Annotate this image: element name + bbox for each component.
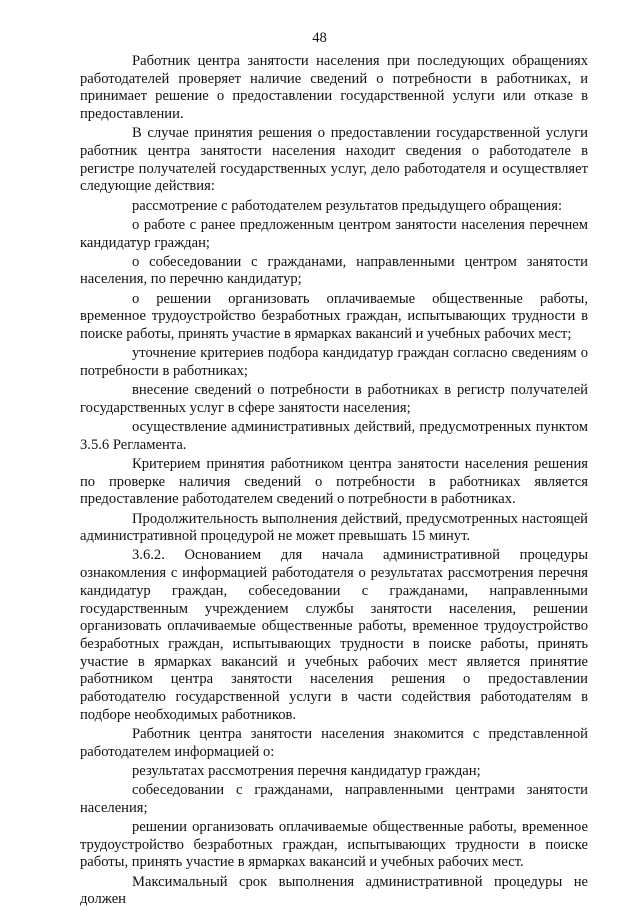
- list-item-register-entry: внесение сведений о потребности в работниках в регистр получателей государственных услуг в сфере занятости населения;: [80, 382, 588, 416]
- list-item-candidate-list: о работе с ранее предложенным центром занятости населения перечнем кандидатур граждан;: [80, 216, 588, 251]
- paragraph-decision-criterion: Критерием принятия работником центра занятости населения решения по проверке наличия сведений о потребности в работниках является предоставление работодателем сведений о потребности в работниках.: [80, 455, 588, 508]
- list-item-interviews: о собеседовании с гражданами, направленными центром занятости населения, по перечню кандидатур;: [80, 253, 588, 288]
- document-body: [80, 53, 588, 911]
- list-item-results: результатах рассмотрения перечня кандидатур граждан;: [132, 762, 481, 779]
- paragraph-section-3-6-2: 3.6.2. Основанием для начала административной процедуры ознакомления с информацией работодателя о результатах рассмотрения перечня кандидатур граждан, собеседовании с гражданами, направленными государственным учреждением службы занятости населения, решении организовать оплачиваемые общественные работы, временное трудоустройство безработных граждан, испытывающих трудности в поиске работы, принять участие в ярмарках вакансий и учебных рабочих мест является принятие работником центра занятости населения решения о предоставлении работодателю государственной услуги в части содействия работодателям в подборе необходимых работников.: [80, 547, 588, 723]
- list-item-public-works-decision: решении организовать оплачиваемые общественные работы, временное трудоустройство безработных граждан, испытывающих трудности в поиске работы, принять участие в ярмарках вакансий и учебных рабочих мест.: [80, 819, 588, 871]
- paragraph-max-term: Максимальный срок выполнения административной процедуры не должен: [80, 873, 588, 908]
- paragraph-duration: Продолжительность выполнения действий, предусмотренных настоящей административной процедурой не может превышать 15 минут.: [80, 510, 588, 545]
- paragraph-decision-actions: В случае принятия решения о предоставлении государственной услуги работник центра занятости населения находит сведения о работодателе в регистре получателей государственных услуг, дело работодателя и осуществляет следующие действия:: [80, 125, 588, 195]
- paragraph-employer-repeat-contact: Работник центра занятости населения при последующих обращениях работодателей проверяет наличие сведений о потребности в работниках, и принимает решение о предоставлении государственной услуги или отказе в предоставлении.: [80, 53, 588, 123]
- list-item-criteria: уточнение критериев подбора кандидатур граждан согласно сведениям о потребности в работниках;: [80, 345, 588, 379]
- list-item-admin-actions: осуществление административных действий, предусмотренных пунктом 3.5.6 Регламента.: [80, 419, 588, 453]
- paragraph-review-info: Работник центра занятости населения знакомится с представленной работодателем информацией о:: [80, 726, 588, 760]
- list-item-public-works: о решении организовать оплачиваемые общественные работы, временное трудоустройство безработных граждан, испытывающих трудности в поиске работы, принять участие в ярмарках вакансий и учебных рабочих мест;: [80, 290, 588, 343]
- list-item-review-results: рассмотрение с работодателем результатов предыдущего обращения:: [132, 197, 563, 214]
- list-item-interviews-centers: собеседовании с гражданами, направленными центрами занятости населения;: [80, 782, 588, 816]
- page-number: 48: [312, 30, 327, 46]
